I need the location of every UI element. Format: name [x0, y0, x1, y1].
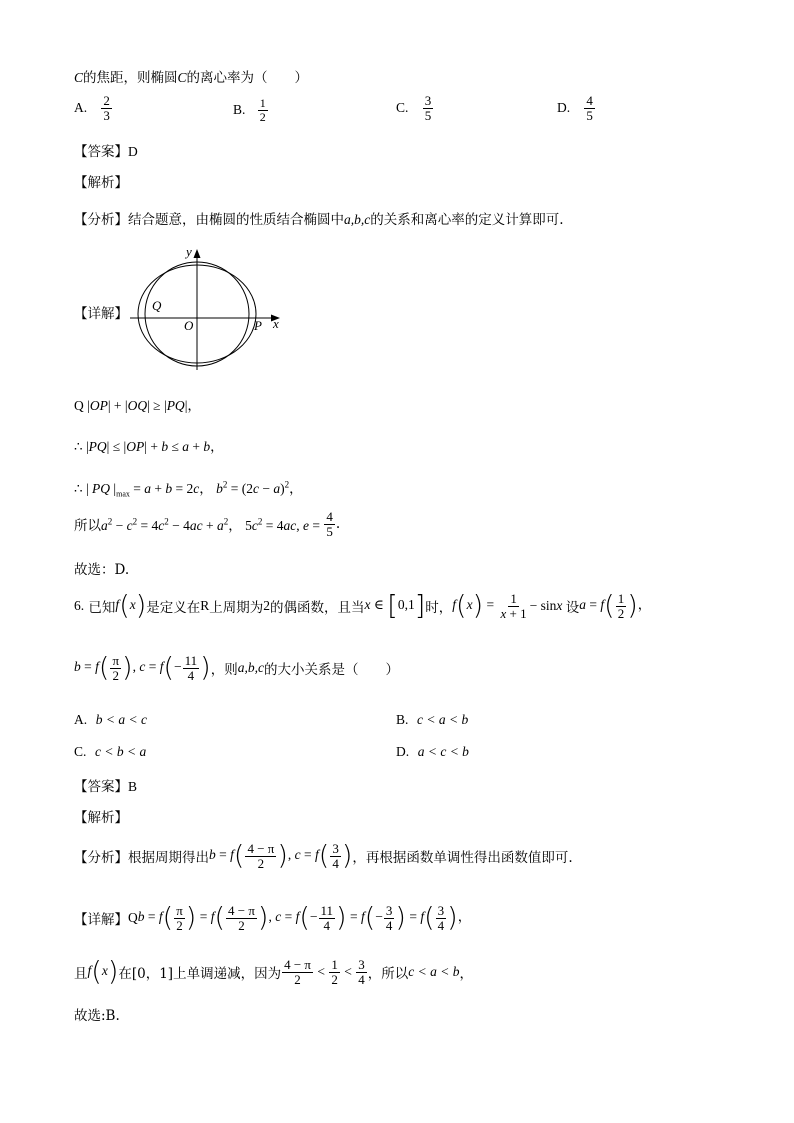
option-expr: b < a < c — [95, 712, 147, 727]
option-label: A. — [74, 100, 88, 116]
q5-stem — [74, 66, 308, 86]
q6-line2: 且f(x)在[0，1]上单调递减，因为 $\frac{4 - \pi}{2}$ < $\frac{1}{2}$ < $\frac{3}{4}$ ，所以c < a < b， — [74, 956, 473, 988]
label-o: O — [184, 318, 194, 333]
frac-den: 2 — [617, 605, 625, 621]
stem-text: 设 — [565, 600, 580, 617]
stem-text: 是定义在 — [146, 600, 201, 617]
q5-fenxi — [74, 208, 564, 228]
frac-den: 4 — [332, 855, 339, 871]
fraction — [329, 958, 340, 986]
frac-den: 4 — [385, 917, 393, 933]
vars: a,b,c — [237, 660, 264, 676]
answer-tag: 【答案】 — [74, 144, 128, 160]
q6-stem-line2: b = f( $\frac{\pi}{2}$ ), c = f(− $\frac{11}{4}$ )，则a,b,c的大小关系是（ ） — [74, 652, 399, 684]
option-label: B. — [233, 102, 246, 118]
var-c: C — [74, 70, 84, 85]
math-expr: |PQ| ≤ |OP| + b ≤ a + b， — [85, 439, 224, 454]
therefore-sym: ∴ — [74, 439, 83, 454]
frac-num: 1 — [259, 96, 266, 110]
answer-value: B — [128, 779, 138, 794]
question-number: 6. — [74, 598, 85, 614]
frac-den: 2 — [112, 667, 119, 683]
fenxi-text: ，再根据函数单调性得出函数值即可. — [352, 850, 573, 867]
frac-num: 4 − π — [247, 841, 275, 856]
q5-guxuan: 故选：D. — [74, 562, 130, 578]
q5-option-d — [557, 94, 596, 122]
option-fraction — [584, 94, 595, 122]
qie-text: 且 — [74, 966, 88, 983]
because-sym: Q — [128, 910, 138, 926]
math-b: b = f( — [209, 840, 245, 872]
label-y: y — [186, 244, 192, 259]
q5-line2 — [74, 435, 224, 455]
q6-answer — [74, 775, 137, 795]
math-expr: $a^2 - c^2 = 4c^2 - 4ac + a^2$， $5c^2 = 4ac$, e = — [101, 516, 324, 534]
stem-text: 的离心率为（ ） — [186, 70, 309, 86]
fraction — [356, 958, 367, 986]
q6-option-d — [396, 744, 469, 760]
stem-text: 上周期为 — [209, 600, 264, 617]
fraction — [616, 592, 627, 620]
answer-tag: 【答案】 — [74, 779, 128, 795]
q6-xiangjie: 【详解】Qb = f( $\frac{\pi}{2}$ ) = f( $\frac{4 - \pi}{2}$ ), c = f(− $\frac{11}{4}$ ) = f(− $\frac{3}{4}$ ) = f( $\frac{3}{4}$ )， — [74, 902, 472, 934]
q6-jiexi-tag: 【解析】 — [74, 810, 128, 826]
frac-num: 3 — [424, 93, 432, 108]
fenxi-text: 结合题意，由椭圆的性质结合椭圆中 — [128, 212, 344, 228]
q5-line3 — [74, 477, 303, 499]
frac-den: 5 — [424, 107, 432, 123]
frac-den: 2 — [238, 917, 245, 933]
frac-num: 1 — [617, 591, 625, 606]
frac-num: 4 — [326, 509, 333, 524]
fraction — [110, 654, 121, 682]
stem-text: 的偶函数，且当 — [270, 600, 365, 617]
option-label: B. — [396, 712, 409, 727]
frac-num: 1 — [331, 957, 338, 972]
stem-text: 的大小关系是（ ） — [263, 662, 399, 679]
fraction — [384, 904, 395, 932]
frac-num: π — [176, 903, 183, 918]
fraction — [245, 842, 276, 870]
fraction — [319, 904, 336, 932]
frac-den: 5 — [586, 107, 593, 123]
q5-jiexi-tag: 【解析】 — [74, 175, 128, 191]
frac-num: 3 — [385, 903, 393, 918]
frac-den: 4 — [358, 971, 365, 987]
therefore-sym: ∴ — [74, 481, 83, 496]
fraction — [436, 904, 447, 932]
option-label: C. — [74, 744, 87, 759]
stem-text: 时， — [425, 600, 453, 617]
frac-den: 2 — [294, 971, 301, 987]
frac-den: x + 1 — [500, 605, 527, 621]
frac-num: 4 − π — [228, 903, 255, 918]
option-fraction — [258, 97, 268, 123]
frac-num: 4 − π — [284, 957, 311, 972]
option-fraction — [423, 94, 434, 122]
e-fraction — [324, 510, 335, 538]
math-interval: x ∈ [0,1] — [364, 590, 426, 622]
fenxi-tag: 【分析】 — [74, 850, 128, 867]
math-expr: − sinx — [529, 598, 563, 614]
frac-den: 5 — [326, 523, 333, 539]
frac-num: 3 — [437, 903, 445, 918]
frac-den: 2 — [331, 971, 338, 987]
answer-value: D — [128, 144, 138, 159]
q5-line4: 所以$a^2 - c^2 = 4c^2 - 4ac + a^2$， $5c^2 = 4ac$, e = $\frac{4}{5}$ . — [74, 509, 341, 539]
option-expr: c < b < a — [94, 744, 147, 759]
vars: a,b,c — [344, 212, 371, 227]
frac-den: 4 — [187, 667, 195, 683]
q6-stem-line1: 6. 已知f(x)是定义在R上周期为2的偶函数，且当x ∈ [0,1]时，f(x) = $\frac{1}{x + 1}$ − sinx 设a = f( $\frac{1}{2}$ )， — [74, 590, 652, 622]
var-c: C — [177, 70, 187, 85]
q6-option-c — [74, 744, 146, 760]
option-expr: c < a < b — [416, 712, 469, 727]
set-r: R — [200, 598, 210, 614]
math-b-def: b = f( — [74, 652, 110, 684]
frac-den: 2 — [176, 917, 183, 933]
frac-num: 11 — [320, 903, 334, 918]
ellipse-figure — [125, 240, 290, 375]
math-fx: f(x) — [87, 956, 119, 988]
q6-fenxi: 【分析】根据周期得出b = f( $\frac{4 - \pi}{2}$ ), c = f( $\frac{3}{4}$ )，再根据函数单调性得出函数值即可. — [74, 840, 573, 872]
frac-den: 4 — [437, 917, 445, 933]
stem-text: ，则 — [210, 662, 238, 679]
math-expr: | PQ $|_{max} = a + b = 2c$， $b^2 = (2c - a)^2$， — [85, 479, 303, 499]
q6-option-a — [74, 712, 147, 728]
monotone-text: 在[0，1]上单调递减，因为 — [118, 966, 282, 983]
frac-num: 1 — [510, 591, 517, 606]
fenxi-text: 根据周期得出 — [128, 850, 209, 867]
frac-num: 3 — [358, 957, 365, 972]
fraction — [499, 592, 529, 620]
xiangjie-tag: 【详解】 — [74, 912, 128, 929]
q6-option-b — [396, 712, 468, 728]
q5-answer — [74, 140, 138, 160]
frac-num: 11 — [184, 653, 198, 668]
option-label: D. — [557, 100, 571, 116]
frac-num: 4 — [586, 93, 593, 108]
period-value: 2 — [263, 598, 271, 614]
q5-option-c — [396, 94, 434, 122]
frac-num: 2 — [103, 93, 110, 108]
frac-den: 4 — [323, 917, 331, 933]
label-p: P — [254, 318, 262, 333]
fenxi-tag: 【分析】 — [74, 212, 128, 228]
option-label: A. — [74, 712, 88, 727]
fenxi-text: 的关系和离心率的定义计算即可. — [370, 212, 564, 228]
because-sym: Q — [74, 398, 84, 413]
frac-den: 2 — [259, 109, 266, 124]
math-fx-def: f(x) = — [452, 590, 498, 622]
math-fx: f(x) — [115, 590, 147, 622]
y-axis-arrow — [194, 249, 201, 258]
math-a-def: a = f( — [579, 590, 615, 622]
stem-text: 的焦距，则椭圆 — [83, 70, 178, 86]
q5-xiangjie-tag: 【详解】 — [74, 306, 128, 322]
fraction — [183, 654, 200, 682]
q6-guxuan: 故选:B. — [74, 1008, 120, 1024]
option-label: C. — [396, 100, 409, 116]
label-q: Q — [152, 298, 162, 313]
option-fraction — [101, 94, 112, 122]
fraction — [174, 904, 185, 932]
suoyi-text: 所以 — [74, 518, 101, 535]
q5-option-b — [233, 97, 269, 123]
q5-option-a — [74, 94, 113, 122]
frac-den: 3 — [103, 107, 110, 123]
suoyi-text: 所以 — [381, 966, 409, 983]
frac-den: 2 — [257, 855, 265, 871]
fraction — [282, 958, 313, 986]
label-x: x — [273, 316, 279, 331]
frac-num: 3 — [332, 841, 339, 856]
fraction — [226, 904, 257, 932]
option-expr: a < c < b — [417, 744, 469, 759]
math-expr: |OP| + |OQ| ≥ |PQ|， — [87, 398, 201, 413]
frac-num: π — [112, 653, 120, 668]
q5-line1 — [74, 394, 201, 414]
math-expr: c < a < b — [408, 964, 460, 980]
fraction — [330, 842, 341, 870]
stem-text: 已知 — [88, 600, 116, 617]
option-label: D. — [396, 744, 410, 759]
